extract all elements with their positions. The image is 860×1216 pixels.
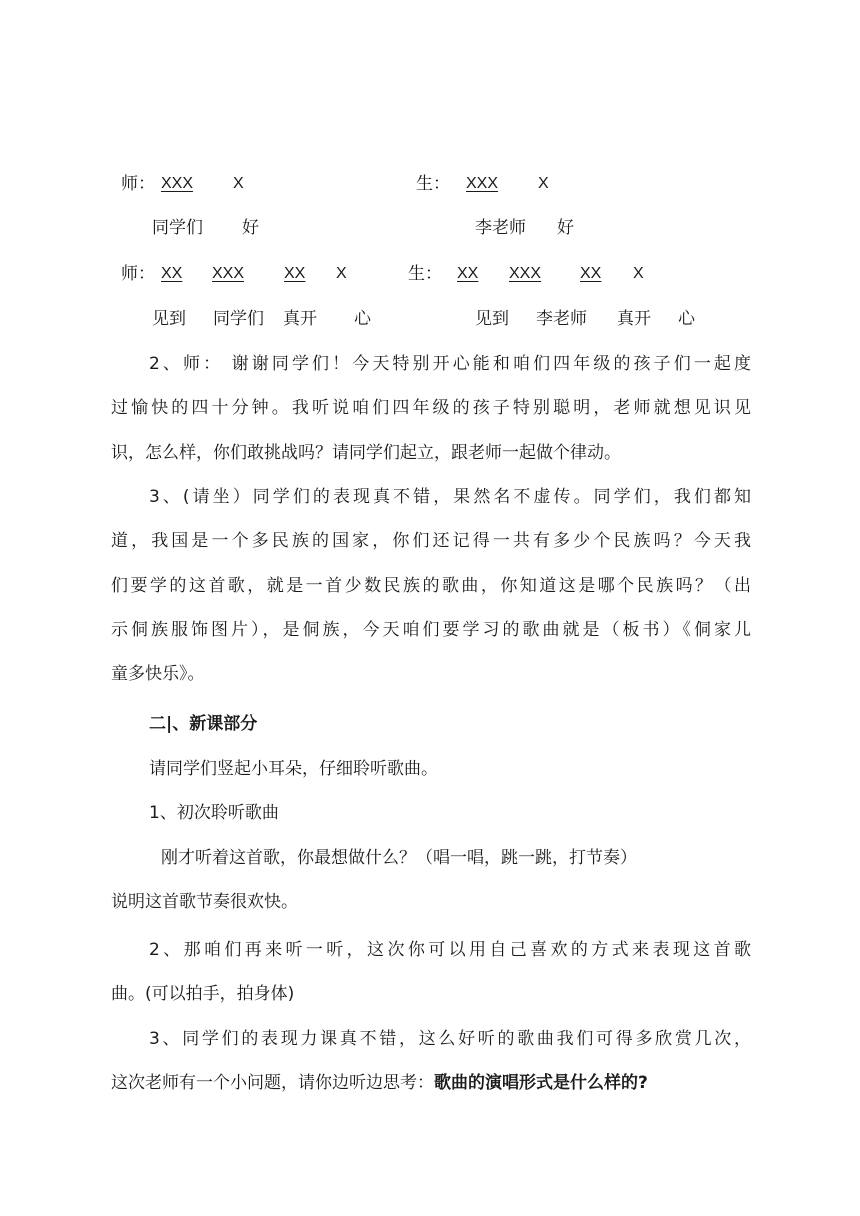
paragraph-line: 示侗族服饰图片），是侗族，今天咱们要学习的歌曲就是（板书）《侗家儿 [111,619,751,640]
intro-line: 请同学们竖起小耳朵，仔细聆听歌曲。 [149,759,438,779]
teacher-label: 师： [121,174,155,194]
lyric-word: 见到 [475,309,509,329]
rhythm-beat: X [538,175,549,192]
rhythm-beat: XXX [466,175,499,192]
step3-text: 这次老师有一个小问题，请你边听边思考： [111,1073,434,1094]
lyric-word: 心 [354,309,371,329]
paragraph-line [111,1061,751,1105]
rhythm-beat: XX [580,265,602,282]
step1-title: 1、初次聆听歌曲 [149,803,279,823]
lyric-word: 真开 [617,309,651,329]
paragraph-line: 过愉快的四十分钟。我听说咱们四年级的孩子特别聪明，老师就想见识见 [111,398,751,419]
paragraph-step3 [111,1017,751,1106]
paragraph-introduction [111,475,751,696]
lyric-word: 真开 [283,309,317,329]
lyric-word: 好 [557,218,574,238]
paragraph-greeting [111,342,751,475]
paragraph-line: 3、(请坐）同学们的表现真不错，果然名不虚传。同学们，我们都知 [149,487,751,507]
lyric-word: 同学们 [213,309,264,329]
lyric-word: 心 [678,309,695,329]
rhythm-beat: XX [457,265,479,282]
lyric-word: 好 [242,218,259,238]
paragraph-line: 曲。(可以拍手，拍身体) [111,984,295,1005]
rhythm-beat: XX [284,265,306,282]
step1-question: 刚才听着这首歌，你最想做什么？（唱一唱，跳一跳，打节奏） [161,848,637,868]
paragraph-line: 们要学的这首歌，就是一首少数民族的歌曲，你知道这是哪个民族吗？（出 [111,575,751,596]
paragraph-line: 童多快乐》。 [111,664,205,685]
student-label: 生： [408,264,442,284]
step1-note: 说明这首歌节奏很欢快。 [111,892,298,912]
lyric-word: 李老师 [536,309,587,329]
step3-question-bold: 歌曲的演唱形式是什么样的? [434,1073,648,1094]
rhythm-beat: X [633,265,644,282]
lyric-word: 同学们 [152,218,203,238]
lyric-word: 见到 [152,309,186,329]
rhythm-beat: XX [161,265,183,282]
rhythm-beat: XXX [509,265,542,282]
rhythm-beat: X [233,175,244,192]
paragraph-line: 3、同学们的表现力课真不错，这么好听的歌曲我们可得多欣赏几次， [149,1029,751,1049]
paragraph-step2 [111,928,751,1017]
section-heading: 二|、新课部分 [149,714,258,734]
paragraph-line: 2、师： 谢谢同学们！今天特别开心能和咱们四年级的孩子们一起度 [149,354,751,374]
paragraph-line: 2、那咱们再来听一听，这次你可以用自己喜欢的方式来表现这首歌 [149,940,751,960]
lyric-word: 李老师 [475,218,526,238]
rhythm-beat: X [336,265,347,282]
paragraph-line: 道，我国是一个多民族的国家，你们还记得一共有多少个民族吗？今天我 [111,531,751,552]
rhythm-beat: XXX [212,265,245,282]
rhythm-beat: XXX [161,175,194,192]
student-label: 生： [416,174,450,194]
teacher-label: 师： [121,264,155,284]
paragraph-line: 识，怎么样，你们敢挑战吗？请同学们起立，跟老师一起做个律动。 [111,442,621,463]
